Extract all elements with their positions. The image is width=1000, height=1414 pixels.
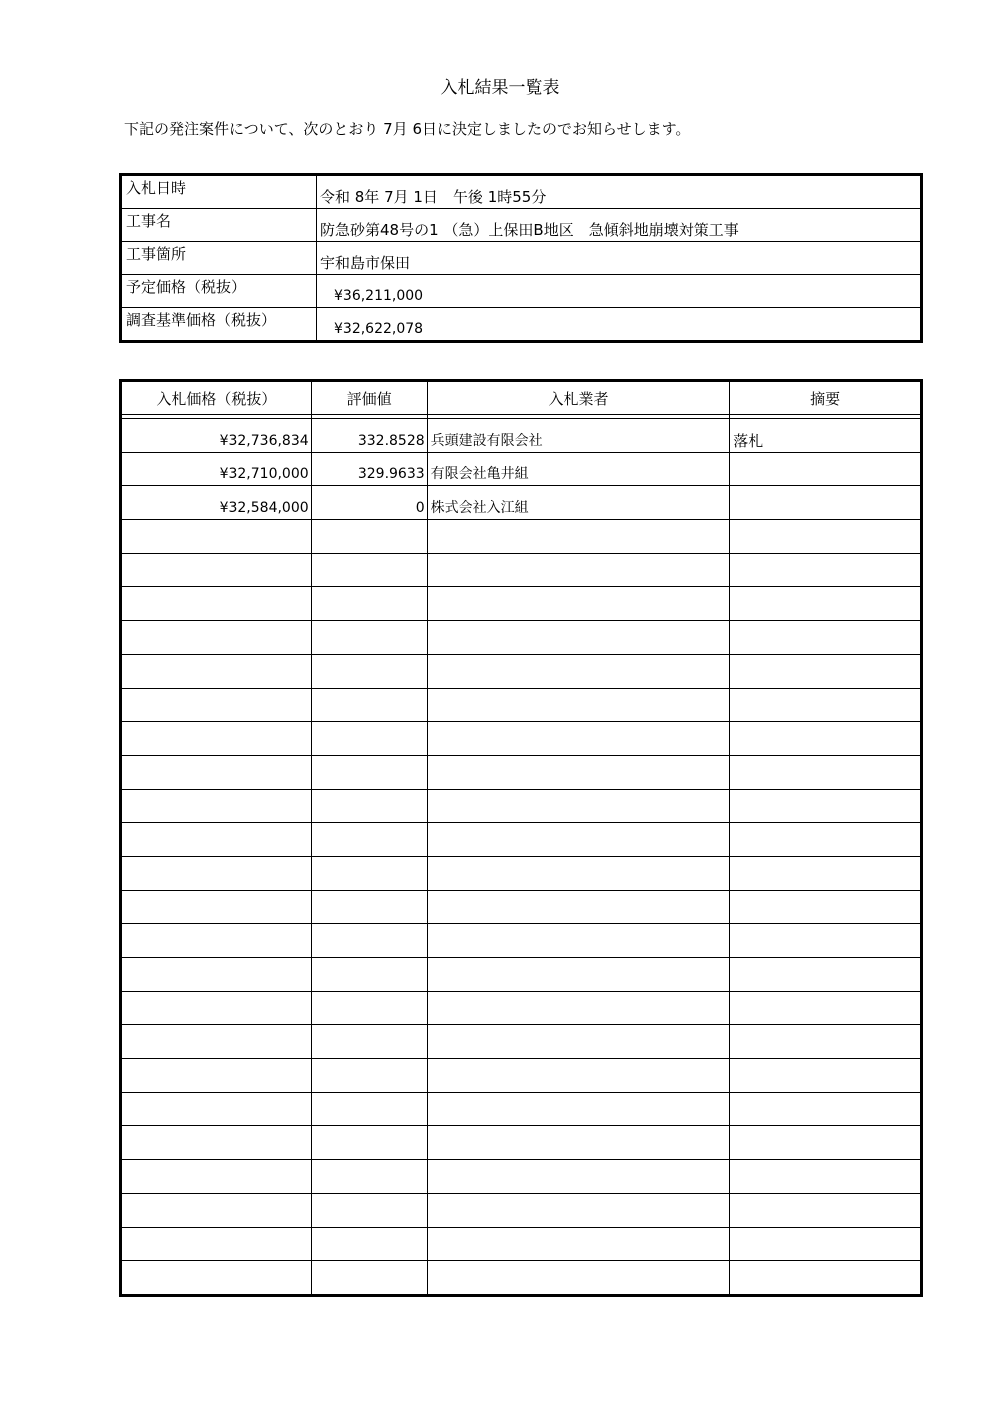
info-row-date <box>121 175 922 209</box>
info-value-location: 宇和島市保田 <box>317 242 922 275</box>
score-cell <box>311 1261 427 1296</box>
bidder-cell <box>427 621 730 655</box>
note-cell <box>730 890 922 924</box>
note-cell <box>730 991 922 1025</box>
bidder-cell <box>427 823 730 857</box>
note-cell <box>730 486 922 520</box>
bid-price-cell <box>121 1025 312 1059</box>
note-cell <box>730 823 922 857</box>
bid-price-cell: ¥32,736,834 <box>121 419 312 453</box>
bid-results-table <box>119 379 923 1297</box>
empty-table-row <box>121 1227 922 1261</box>
note-cell <box>730 1025 922 1059</box>
bid-price-cell <box>121 553 312 587</box>
notice-text: 下記の発注案件について、次のとおり 7月 6日に決定しましたのでお知らせします。 <box>124 120 691 138</box>
bidder-cell <box>427 520 730 554</box>
empty-table-row <box>121 688 922 722</box>
empty-table-row <box>121 722 922 756</box>
info-value-planned-price: ¥36,211,000 <box>317 275 922 308</box>
score-cell <box>311 991 427 1025</box>
bidder-cell <box>427 991 730 1025</box>
score-cell <box>311 722 427 756</box>
header-note: 摘要 <box>730 381 922 415</box>
bid-price-cell <box>121 856 312 890</box>
empty-table-row <box>121 621 922 655</box>
bid-price-cell <box>121 789 312 823</box>
note-cell <box>730 654 922 688</box>
note-cell <box>730 520 922 554</box>
score-cell <box>311 520 427 554</box>
score-cell <box>311 1126 427 1160</box>
empty-table-row <box>121 1059 922 1093</box>
note-cell <box>730 1059 922 1093</box>
bid-price-cell <box>121 722 312 756</box>
bid-price-cell <box>121 1227 312 1261</box>
bid-price-cell <box>121 991 312 1025</box>
empty-table-row <box>121 1092 922 1126</box>
bid-price-cell: ¥32,584,000 <box>121 486 312 520</box>
score-cell <box>311 1092 427 1126</box>
bid-price-cell <box>121 520 312 554</box>
bidder-cell <box>427 1092 730 1126</box>
note-cell <box>730 587 922 621</box>
page-title: 入札結果一覧表 <box>440 78 560 98</box>
score-cell <box>311 688 427 722</box>
score-cell <box>311 823 427 857</box>
empty-table-row <box>121 1160 922 1194</box>
bidder-cell <box>427 789 730 823</box>
note-cell <box>730 924 922 958</box>
bid-price-cell <box>121 823 312 857</box>
score-cell <box>311 789 427 823</box>
bid-price-cell <box>121 1092 312 1126</box>
header-bidder: 入札業者 <box>427 381 730 415</box>
info-label-work-name: 工事名 <box>121 209 317 242</box>
score-cell <box>311 1059 427 1093</box>
bid-price-cell <box>121 688 312 722</box>
score-cell <box>311 1193 427 1227</box>
note-cell <box>730 789 922 823</box>
empty-table-row <box>121 1126 922 1160</box>
score-cell <box>311 654 427 688</box>
bid-price-cell <box>121 755 312 789</box>
info-row-location <box>121 242 922 275</box>
score-cell: 329.9633 <box>311 452 427 486</box>
bidder-cell <box>427 587 730 621</box>
score-cell <box>311 856 427 890</box>
empty-table-row <box>121 1025 922 1059</box>
note-cell <box>730 1160 922 1194</box>
empty-table-row <box>121 1193 922 1227</box>
empty-table-row <box>121 755 922 789</box>
bidder-cell <box>427 1193 730 1227</box>
empty-table-row <box>121 856 922 890</box>
header-price: 入札価格（税抜） <box>121 381 312 415</box>
score-cell <box>311 587 427 621</box>
bid-price-cell <box>121 1160 312 1194</box>
bidder-cell <box>427 1126 730 1160</box>
empty-table-row <box>121 654 922 688</box>
table-row <box>121 452 922 486</box>
info-label-base-price: 調査基準価格（税抜） <box>121 308 317 342</box>
note-cell <box>730 1193 922 1227</box>
tender-info-table <box>119 173 923 343</box>
bidder-cell <box>427 924 730 958</box>
bid-price-cell <box>121 924 312 958</box>
bidder-cell <box>427 688 730 722</box>
empty-table-row <box>121 823 922 857</box>
score-cell <box>311 553 427 587</box>
bidder-cell <box>427 654 730 688</box>
note-cell <box>730 1092 922 1126</box>
empty-table-row <box>121 991 922 1025</box>
table-row <box>121 419 922 453</box>
note-cell <box>730 856 922 890</box>
info-row-work-name <box>121 209 922 242</box>
bidder-cell: 株式会社入江組 <box>427 486 730 520</box>
bidder-cell <box>427 1059 730 1093</box>
note-cell <box>730 621 922 655</box>
bidder-cell <box>427 1160 730 1194</box>
bid-price-cell <box>121 890 312 924</box>
score-cell <box>311 1160 427 1194</box>
score-cell <box>311 621 427 655</box>
note-cell <box>730 722 922 756</box>
empty-table-row <box>121 924 922 958</box>
note-cell <box>730 688 922 722</box>
note-cell <box>730 1227 922 1261</box>
note-cell <box>730 1126 922 1160</box>
score-cell <box>311 958 427 992</box>
bid-price-cell <box>121 1193 312 1227</box>
bid-price-cell <box>121 1059 312 1093</box>
bidder-cell: 兵頭建設有限会社 <box>427 419 730 453</box>
score-cell: 332.8528 <box>311 419 427 453</box>
empty-table-row <box>121 1261 922 1296</box>
table-row <box>121 486 922 520</box>
info-value-base-price: ¥32,622,078 <box>317 308 922 342</box>
bidder-cell <box>427 958 730 992</box>
bidder-cell <box>427 1261 730 1296</box>
empty-table-row <box>121 553 922 587</box>
bid-price-cell <box>121 654 312 688</box>
note-cell <box>730 553 922 587</box>
bid-price-cell <box>121 587 312 621</box>
bidder-cell <box>427 553 730 587</box>
bid-price-cell <box>121 958 312 992</box>
note-cell <box>730 755 922 789</box>
score-cell: 0 <box>311 486 427 520</box>
info-row-base-price <box>121 308 922 342</box>
bid-price-cell: ¥32,710,000 <box>121 452 312 486</box>
bid-price-cell <box>121 1126 312 1160</box>
info-label-location: 工事箇所 <box>121 242 317 275</box>
bid-price-cell <box>121 621 312 655</box>
results-header-row <box>121 381 922 415</box>
bidder-cell: 有限会社亀井組 <box>427 452 730 486</box>
empty-table-row <box>121 789 922 823</box>
bidder-cell <box>427 1025 730 1059</box>
header-score: 評価値 <box>311 381 427 415</box>
bid-price-cell <box>121 1261 312 1296</box>
bidder-cell <box>427 890 730 924</box>
score-cell <box>311 890 427 924</box>
score-cell <box>311 1025 427 1059</box>
bidder-cell <box>427 755 730 789</box>
score-cell <box>311 755 427 789</box>
info-label-planned-price: 予定価格（税抜） <box>121 275 317 308</box>
empty-table-row <box>121 587 922 621</box>
info-row-planned-price <box>121 275 922 308</box>
note-cell <box>730 958 922 992</box>
empty-table-row <box>121 958 922 992</box>
empty-table-row <box>121 520 922 554</box>
score-cell <box>311 1227 427 1261</box>
empty-table-row <box>121 890 922 924</box>
note-cell: 落札 <box>730 419 922 453</box>
info-value-work-name: 防急砂第48号の1 （急）上保田B地区 急傾斜地崩壊対策工事 <box>317 209 922 242</box>
bidder-cell <box>427 722 730 756</box>
note-cell <box>730 1261 922 1296</box>
info-value-date: 令和 8年 7月 1日 午後 1時55分 <box>317 175 922 209</box>
note-cell <box>730 452 922 486</box>
bidder-cell <box>427 856 730 890</box>
score-cell <box>311 924 427 958</box>
bidder-cell <box>427 1227 730 1261</box>
info-label-date: 入札日時 <box>121 175 317 209</box>
